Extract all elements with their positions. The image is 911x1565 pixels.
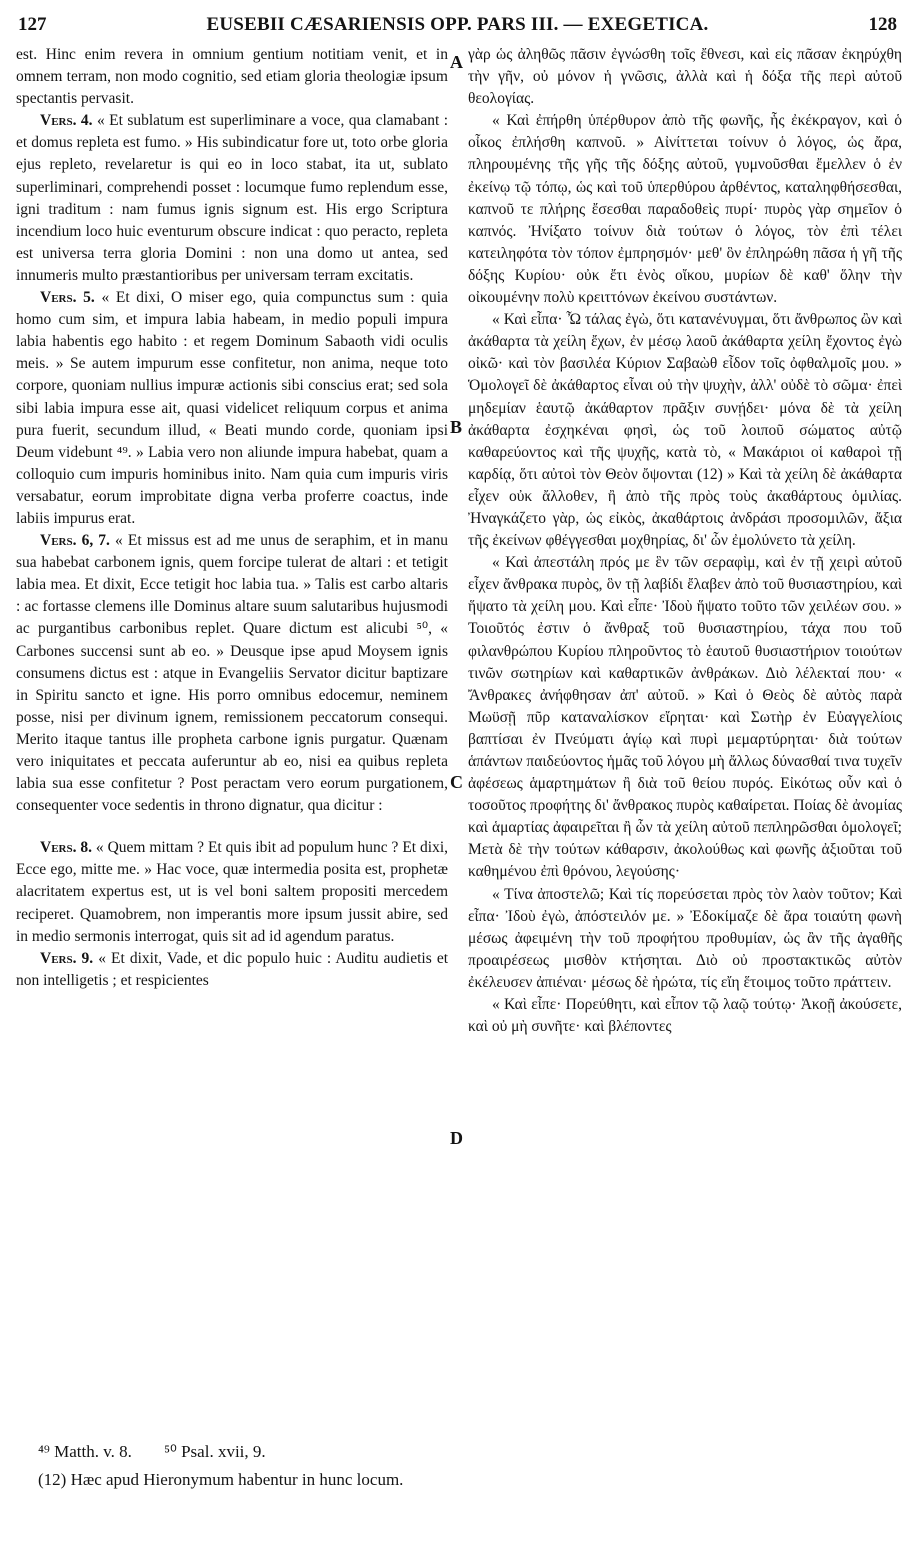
page-header [18,14,897,40]
latin-paragraph: Vers. 4. « Et sublatum est superliminare a voce, qua clamabant : et domus repleta est fumo. » His subindicatur fore ut, toto orbe gloria ejus repleto, revelaretur is qui eo in loco stabat, ita ut, sublato superliminari, comprehendi posset : locumque fumo replendum esse, igni traditum : nam fumus ignis signum est. His ergo Scriptura incendium loco huic eventurum obscure indicat : quo peracto, repleta est universa terra gloria Domini : non una domo ut antea, sed innumeris multo præstantioribus per universam terram excitatis. [16,112,449,284]
latin-column [16,44,448,992]
margin-marker-c: C [450,772,463,792]
verse-label: Vers. 9. [40,949,94,967]
margin-marker-a: A [450,52,463,72]
scripture-references [38,1438,898,1466]
verse-label: Vers. 5. [40,289,95,307]
greek-paragraph: « Τίνα ἀποστελῶ; Καὶ τίς πορεύσεται πρὸς τὸν λαὸν τοῦτον; Καὶ εἶπα· Ἰδοὺ ἐγὼ, ἀπόστειλόν με. » Ἐδοκίμαζε δὲ ἄρα τοιαύτη φωνὴ μέσως ἀφειμένη τὴν τοῦ προφήτου προθυμίαν, ὡς ἂν τῆς ἀγαθῆς προαιρέσεως μισθὸν κτήσηται. Διὸ οὐ προστακτικῶς αὐτὸν ἐκέλευσεν ἀπιέναι· μέσως δὲ ἠρώτα, τίς εἴη ἕτοιμος τοῦτο πράττειν. [468,885,902,991]
footnote-50: ⁵⁰ Psal. xvii, 9. [164,1442,266,1461]
greek-column [468,44,902,1038]
margin-marker-d: D [450,1128,463,1148]
latin-paragraph: Vers. 8. « Quem mittam ? Et quis ibit ad populum hunc ? Et dixi, Ecce ego, mitte me. » Hac voce, quæ intermedia posita est, prophetæ alacritatem expertus est, ut is vel boni saltem propositi mercedem reciperet. Quamobrem, non imperantis more ipsum jussit abire, sed in medio sermonis interrogat, quis sit ad id agendum paratus. [16,839,448,945]
page-number-right: 128 [868,14,897,35]
page-number-left: 127 [18,14,47,35]
latin-paragraph: est. Hinc enim revera in omnium gentium notitiam venit, et in omnem terram, non modo cognitio, sed etiam gloria theologiæ ipsum spectantis pervasit. [16,46,448,108]
latin-paragraph: Vers. 9. « Et dixit, Vade, et dic populo huic : Auditu audietis et non intelligetis ; et respicientes [16,949,449,989]
greek-paragraph: « Καὶ εἶπα· Ὦ τάλας ἐγὼ, ὅτι κατανένυγμαι, ὅτι ἄνθρωπος ὢν καὶ ἀκάθαρτα τὰ χείλη ἔχων, ἐν μέσῳ λαοῦ ἀκάθαρτα χείλη ἔχοντος ἐγὼ οἰκῶ· καὶ τὸν βασιλέα Κύριον Σαβαὼθ εἶδον τοῖς ὀφθαλμοῖς μου. » Ὁμολογεῖ δὲ ἀκάθαρτος εἶναι οὐ τὴν ψυχὴν, ἀλλ' οὐδὲ τὸ σῶμα· ἐπεὶ μηδεμίαν ἑαυτῷ ἀκάθαρτον πρᾶξιν συνῄδει· μόνα δὲ τὰ χείλη ἀκάθαρτα ἐσχηκέναι φησὶ, ὡς τοῦ λοιποῦ σώματος αὐτῷ καθαρεύοντος καὶ τῆς ψυχῆς, κατὰ τὸ, « Μακάριοι οἱ καθαροὶ τῇ καρδίᾳ, ὅτι αὐτοὶ τὸν Θεὸν ὄψονται (12) » Καὶ τὰ χείλη δὲ ἀκάθαρτα εἶχεν οὐκ ἄλλοθεν, ἢ ἀπὸ τῆς πρὸς τοὺς ἀκαθάρτους ὁμιλίας. Ἠναγκάζετο γὰρ, ὡς εἰκὸς, ἀκαθάρτοις ἀνδράσι προσομιλῶν, ἄξια τῆς ἐκείνων φθέγγεσθαι μοχθηρίας, δι' ὧν ἐμολύνετο τὰ χείλη. [468,311,902,550]
greek-paragraph: « Καὶ ἀπεστάλη πρός με ἓν τῶν σεραφὶμ, καὶ ἐν τῇ χειρὶ αὐτοῦ εἶχεν ἄνθρακα πυρὸς, ὃν τῇ λαβίδι ἔλαβεν ἀπὸ τοῦ θυσιαστηρίου, καὶ ἥψατο τὰ χείλη μου. Καὶ εἶπε· Ἰδοὺ ἥψατο τοῦτο τῶν χειλέων σου. » Τοιοῦτός ἐστιν ὁ ἄνθραξ τοῦ θυσιαστηρίου, τάχα που τοῦ φιλανθρώπου Κυρίου πληροῦντος τὸ ἑαυτοῦ θυσιαστήριον τοιούτων τινῶν σωτηρίων καὶ καθαρτικῶν ἀνθράκων. Διὸ λέλεκταί που· « Ἄνθρακες ἀνήφθησαν ἀπ' αὐτοῦ. » Καὶ ὁ Θεὸς δὲ αὐτὸς παρὰ Μωϋσῇ πῦρ καταναλίσκον εἴρηται· καὶ Σωτὴρ ἐν Εὐαγγελίοις βαπτίσαι ἐν Πνεύματι ἁγίῳ καὶ πυρὶ μεμαρτύρηται· διὰ τούτων ἁπάντων παιδεύοντος ἡμᾶς τοῦ λόγου μὴ ἄλλως δύνασθαί τινα τυχεῖν ἀφέσεως ἁμαρτημάτων ἢ διὰ τοῦ θείου πυρός. Εἰκότως οὖν καὶ ὁ τοσοῦτος προφήτης δι' ἄνθρακος πυρὸς καθαίρεται. Ποίας δὲ ἀνομίας καὶ ἁμαρτίας ἀφαιρεῖται ἢ ὧν τὰ χείλη αὐτοῦ πεπληρῶσθαι ὁμολογεῖ; Μετὰ δὲ τὴν τούτων κάθαρσιν, ἀκολούθως καὶ φωνῆς ἀξιοῦται τοῦ καθημένου ἐπὶ θρόνου, λεγούσης· [468,554,902,881]
greek-paragraph: « Καὶ εἶπε· Πορεύθητι, καὶ εἶπον τῷ λαῷ τούτῳ· Ἀκοῇ ἀκούσετε, καὶ οὐ μὴ συνῆτε· καὶ βλέποντες [468,996,902,1036]
verse-label: Vers. 4. [40,112,93,130]
running-title: EUSEBII CÆSARIENSIS OPP. PARS III. — EXEGETICA. [206,14,709,35]
footnotes [38,1438,898,1494]
greek-paragraph: « Καὶ ἐπήρθη ὑπέρθυρον ἀπὸ τῆς φωνῆς, ἧς ἐκέκραγον, καὶ ὁ οἶκος ἐπλήσθη καπνοῦ. » Αἰνίττεται τοίνυν ὁ λόγος, ὡς ἄρα, πληρουμένης τῆς γῆς τῆς δόξης αὐτοῦ, γυμνοῦσθαι ἔμελλεν ὁ ἐν ἐκείνῳ τῷ τόπῳ, ὡς καὶ τοῦ ὑπερθύρου ἀρθέντος, καταληφθήσεσθαι, καπνοῦ τε πλήρης ἔσεσθαι παραδοθεὶς πυρί· πυρὸς γὰρ σημεῖον ὁ καπνός. Ἠνίξατο τοίνυν διὰ τούτων ὁ λόγος, τὸν ἐπὶ τέλει κατειληφότα τὸν τόπον ἐμπρησμόν· μεθ' ὃν ἐπληρώθη πᾶσα ἡ γῆ τῆς δόξης Κυρίου· οὐκ ἔτι ἑνὸς οἴκου, μυρίων δὲ καθ' ὅλην τὴν οἰκουμένην πολὺ κρειττόνων ἐκείνου συστάντων. [468,112,902,307]
margin-marker-b: B [450,417,463,437]
footnote-49: ⁴⁹ Matth. v. 8. [38,1442,132,1461]
greek-paragraph: γὰρ ὡς ἀληθῶς πᾶσιν ἐγνώσθη τοῖς ἔθνεσι, καὶ εἰς πᾶσαν ἐκηρύχθη τὴν γῆν, οὐ μόνον ἡ γνῶσις, ἀλλὰ καὶ ἡ δόξα τῆς περὶ αὐτοῦ θεολογίας. [468,46,902,108]
verse-label: Vers. 8. [40,839,92,857]
editor-note-12: (12) Hæc apud Hieronymum habentur in hunc locum. [38,1470,404,1489]
latin-paragraph: Vers. 6, 7. « Et missus est ad me unus de seraphim, et in manu sua habebat carbonem ignis, quem forcipe tulerat de altari : et tetigit labia mea. Et dixit, Ecce tetigit hoc labia tua. » Talis est carbo altaris : ac fortasse clemens ille Dominus altare suum salutaribus hujusmodi ac purgantibus carbonibus replet. Quare dictum est alicubi ⁵⁰, « Carbones succensi sunt ab eo. » Deusque ipse apud Moysem ignis consumens dictus est : atque in Evangeliis Servator dicitur baptizare in Spiritu sancto et igne. His porro omnibus edocemur, neminem posse, nisi per divinum ignem, remissionem peccatorum consequi. Merito itaque tantus ille propheta carbone ignis purgatur. Quænam vero iniquitates et peccata auferuntur ab eo, nisi ea quibus repleta labia sua esse confitetur ? Post peractam vero eorum purgationem, consequenter voce sedentis in throno dignatur, qua dicitur : [16,532,448,815]
verse-label: Vers. 6, 7. [40,532,110,550]
latin-paragraph: Vers. 5. « Et dixi, O miser ego, quia compunctus sum : quia homo cum sim, et impura labia habeam, in medio populi impura labia habentis ego habito : et regem Dominum Sabaoth vidi oculis meis. » Se autem impurum esse confitetur, non anima, neque toto corpore, quoniam nullius impuræ actionis sibi conscius erat; sed sola sibi labia impura esse ait, quasi videlicet reliquum corpus et anima pura fuerit, secundum illud, « Beati mundo corde, quoniam ipsi Deum videbunt ⁴⁹. » Labia vero non aliunde impura habebat, quam a colloquio cum impuris hominibus inito. Nam quia cum impuris viris versabatur, eorum improbitate digna verba proferre coactus, inde labiis impurus erat. [16,289,448,527]
